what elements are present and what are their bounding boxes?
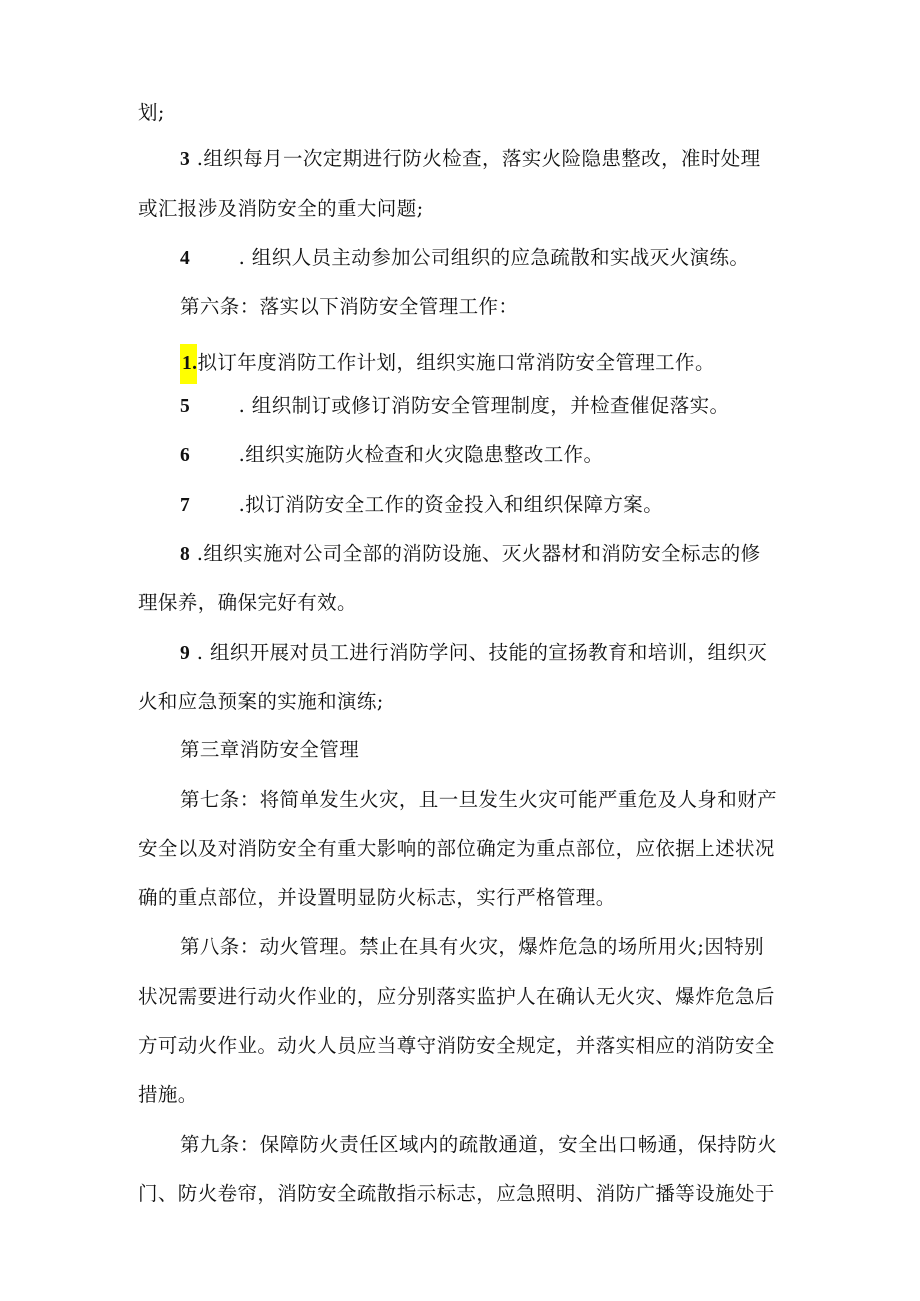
highlighted-item-number: 1. <box>180 344 197 384</box>
item-number: 7 <box>180 495 191 516</box>
list-item-3 <box>180 147 761 172</box>
list-item-7 <box>180 493 663 518</box>
item-number: 6 <box>180 445 191 466</box>
item-text: . 组织制订或修订消防安全管理制度，并检查催促落实。 <box>238 394 730 417</box>
article-six-heading: 第六条：落实以下消防安全管理工作： <box>180 295 519 318</box>
text-line-continuation: 划; <box>138 101 165 124</box>
article-eight-paragraph: 第八条：动火管理。禁止在具有火灾，爆炸危急的场所用火;因特别 <box>180 935 765 958</box>
chapter-three-heading: 第三章消防安全管理 <box>180 738 360 761</box>
item-number: 5 <box>180 396 191 417</box>
item-text: .组织实施对公司全部的消防设施、灭火器材和消防安全标志的修 <box>196 542 761 565</box>
item-text: .拟订消防安全工作的资金投入和组织保障方案。 <box>238 493 664 516</box>
list-item-5 <box>180 394 729 419</box>
item-text: .组织实施防火检查和火灾隐患整改工作。 <box>238 443 604 466</box>
list-item-1 <box>180 344 715 384</box>
item-text: . 组织人员主动参加公司组织的应急疏散和实战灭火演练。 <box>238 246 750 269</box>
list-item-9 <box>180 641 767 666</box>
item-number: 3 <box>180 149 191 170</box>
list-item-4 <box>180 246 749 271</box>
article-nine-paragraph: 第九条：保障防火责任区域内的疏散通道，安全出口畅通，保持防火 <box>180 1133 778 1156</box>
text-line: 方可动火作业。动火人员应当尊守消防安全规定，并落实相应的消防安全 <box>138 1034 775 1057</box>
text-line: 确的重点部位，并设置明显防火标志，实行严格管理。 <box>138 886 616 909</box>
item-number: 8 <box>180 544 191 565</box>
article-seven-paragraph: 第七条：将简单发生火灾，且一旦发生火灾可能严重危及人身和财产 <box>180 788 778 811</box>
text-line: 火和应急预案的实施和演练; <box>138 690 384 713</box>
text-line: 门、防火卷帘，消防安全疏散指示标志，应急照明、消防广播等设施处于 <box>138 1182 775 1205</box>
item-number: 9 <box>180 643 191 664</box>
item-text: 拟订年度消防工作计划，组织实施口常消防安全管理工作。 <box>197 351 715 374</box>
list-item-8 <box>180 542 761 567</box>
item-number: 4 <box>180 248 191 269</box>
item-text: .组织每月一次定期进行防火检查，落实火险隐患整改，准时处理 <box>196 147 761 170</box>
text-line: 状况需要进行动火作业的，应分别落实监护人在确认无火灾、爆炸危急后 <box>138 985 775 1008</box>
text-line: 理保养，确保完好有效。 <box>138 591 357 614</box>
list-item-6 <box>180 443 603 468</box>
text-line: 或汇报涉及消防安全的重大问题; <box>138 197 424 220</box>
text-line: 安全以及对消防安全有重大影响的部位确定为重点部位，应依据上述状况 <box>138 837 775 860</box>
text-line: 措施。 <box>138 1083 198 1106</box>
item-text: . 组织开展对员工进行消防学问、技能的宣扬教育和培训，组织灭 <box>196 641 768 664</box>
